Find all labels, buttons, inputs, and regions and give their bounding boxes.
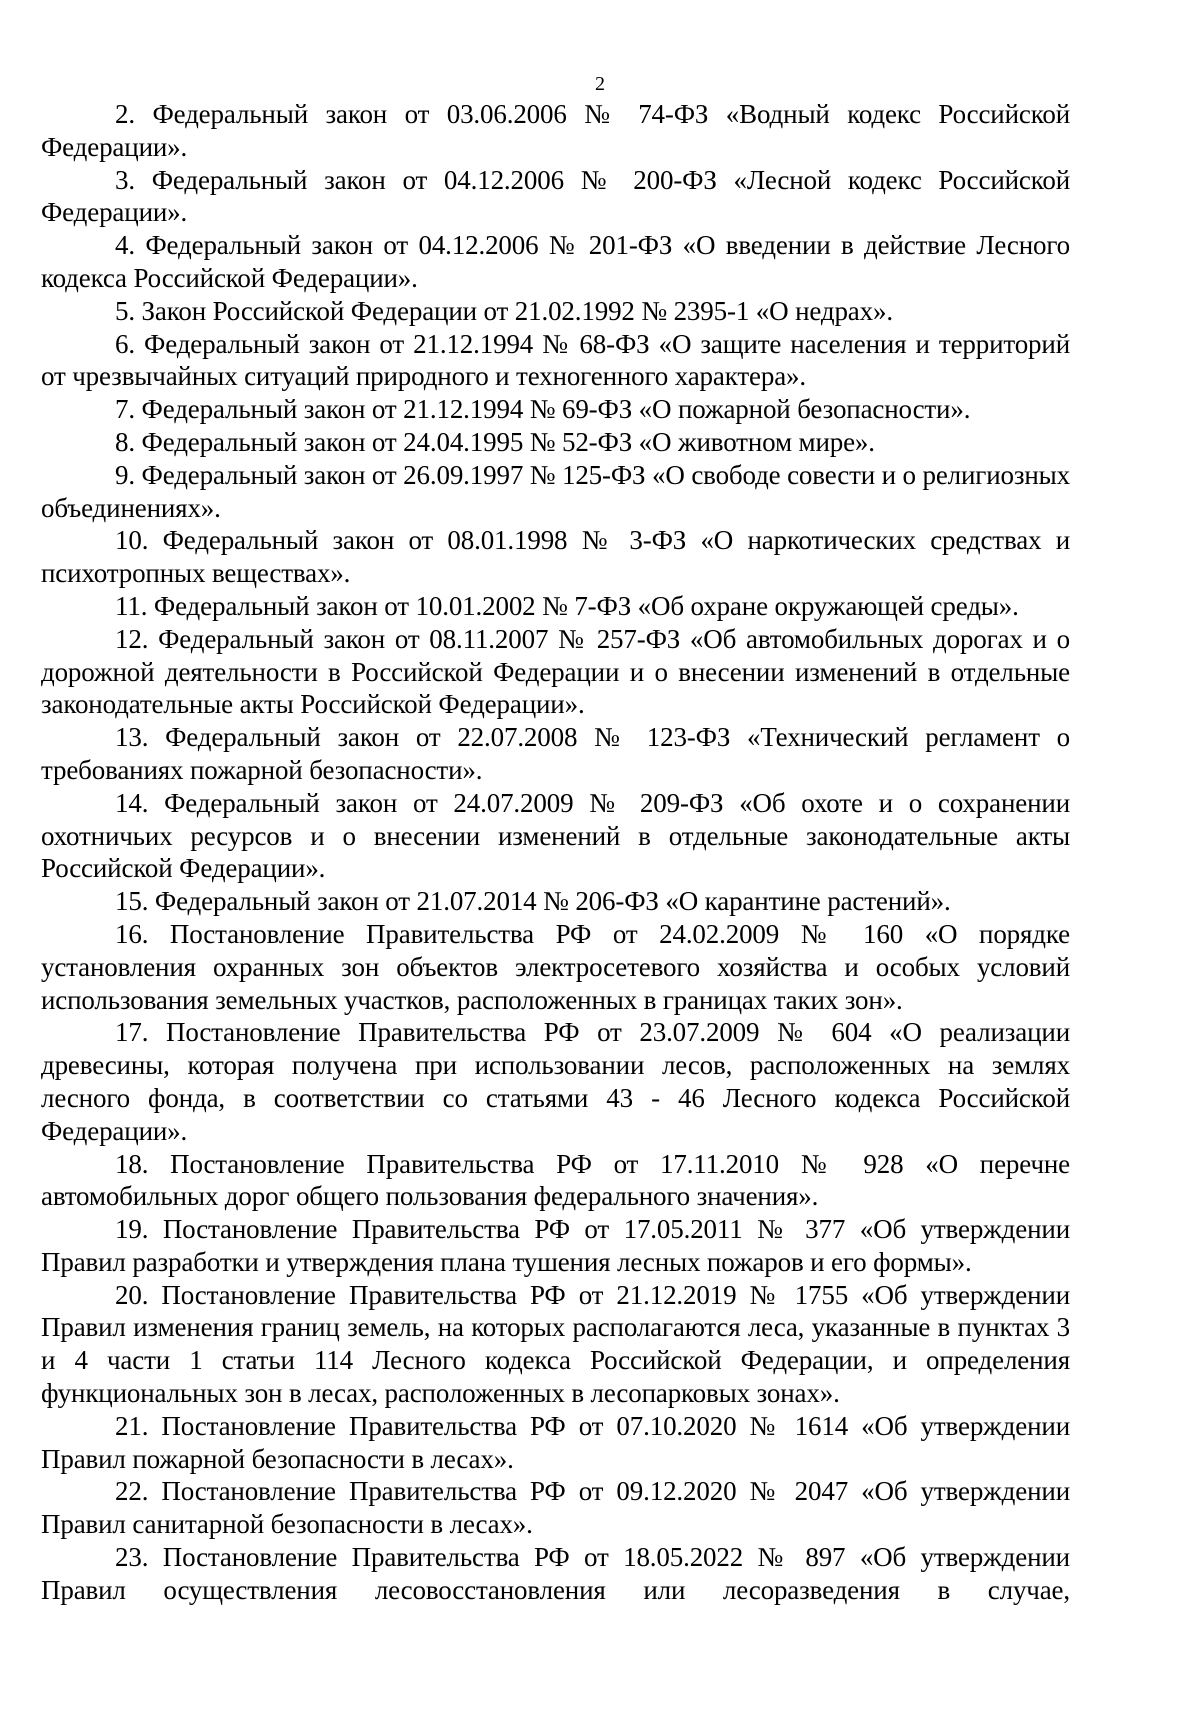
list-item: 17. Постановление Правительства РФ от 23.07.2009 № 604 «О реализации древесины, которая получена при использовании лесов, расположенных на землях лесного фонда, в соответствии со статьями 43 - 46 Лесного кодекса Российской Федерации». [41, 1017, 1070, 1146]
list-item: 22. Постановление Правительства РФ от 09.12.2020 № 2047 «Об утверждении Правил санитарной безопасности в лесах». [41, 1476, 1070, 1540]
list-item: 8. Федеральный закон от 24.04.1995 № 52-ФЗ «О животном мире». [115, 426, 875, 457]
list-item: 3. Федеральный закон от 04.12.2006 № 200-ФЗ «Лесной кодекс Российской Федерации». [41, 164, 1070, 228]
list-item: 21. Постановление Правительства РФ от 07.10.2020 № 1614 «Об утверждении Правил пожарной безопасности в лесах». [41, 1410, 1070, 1474]
list-item: 10. Федеральный закон от 08.01.1998 № 3-ФЗ «О наркотических средствах и психотропных веществах». [41, 525, 1070, 589]
list-item: 7. Федеральный закон от 21.12.1994 № 69-ФЗ «О пожарной безопасности». [115, 394, 971, 425]
list-item: 5. Закон Российской Федерации от 21.02.1992 № 2395-1 «О недрах». [115, 295, 893, 326]
list-item: 2. Федеральный закон от 03.06.2006 № 74-ФЗ «Водный кодекс Российской Федерации». [41, 99, 1070, 162]
list-item: 19. Постановление Правительства РФ от 17.05.2011 № 377 «Об утверждении Правил разработки и утверждения плана тушения лесных пожаров и его формы». [41, 1214, 1070, 1277]
legal-acts-list [41, 98, 1070, 1607]
list-item: 23. Постановление Правительства РФ от 18.05.2022 № 897 «Об утверждении Правил осуществления лесовосстановления или лесоразведения в случае, [41, 1542, 1070, 1605]
list-item: 15. Федеральный закон от 21.07.2014 № 206-ФЗ «О карантине растений». [115, 886, 951, 917]
list-item: 12. Федеральный закон от 08.11.2007 № 257-ФЗ «Об автомобильных дорогах и о дорожной деятельности в Российской Федерации и о внесении изменений в отдельные законодательные акты Российской Федерации». [41, 623, 1070, 720]
list-item: 13. Федеральный закон от 22.07.2008 № 123-ФЗ «Технический регламент о требованиях пожарной безопасности». [41, 722, 1070, 785]
list-item: 20. Постановление Правительства РФ от 21.12.2019 № 1755 «Об утверждении Правил изменения границ земель, на которых располагаются леса, указанные в пунктах 3 и 4 части 1 статьи 114 Лесного кодекса Российской Федерации, и определения функциональных зон в лесах, расположенных в лесопарковых зонах». [41, 1279, 1070, 1409]
list-item: 4. Федеральный закон от 04.12.2006 № 201-ФЗ «О введении в действие Лесного кодекса Российской Федерации». [41, 230, 1070, 293]
page-number: 2 [595, 73, 605, 95]
list-item: 9. Федеральный закон от 26.09.1997 № 125-ФЗ «О свободе совести и о религиозных объединениях». [41, 459, 1071, 523]
list-item: 11. Федеральный закон от 10.01.2002 № 7-ФЗ «Об охране окружающей среды». [115, 590, 1019, 621]
list-item: 14. Федеральный закон от 24.07.2009 № 209-ФЗ «Об охоте и о сохранении охотничьих ресурсов и о внесении изменений в отдельные законодательные акты Российской Федерации». [41, 787, 1070, 884]
list-item: 18. Постановление Правительства РФ от 17.11.2010 № 928 «О перечне автомобильных дорог общего пользования федерального значения». [41, 1148, 1070, 1212]
list-item: 16. Постановление Правительства РФ от 24.02.2009 № 160 «О порядке установления охранных зон объектов электросетевого хозяйства и особых условий использования земельных участков, расположенных в границах таких зон». [41, 918, 1070, 1015]
list-item: 6. Федеральный закон от 21.12.1994 № 68-ФЗ «О защите населения и территорий от чрезвычайных ситуаций природного и техногенного характера». [41, 328, 1070, 392]
